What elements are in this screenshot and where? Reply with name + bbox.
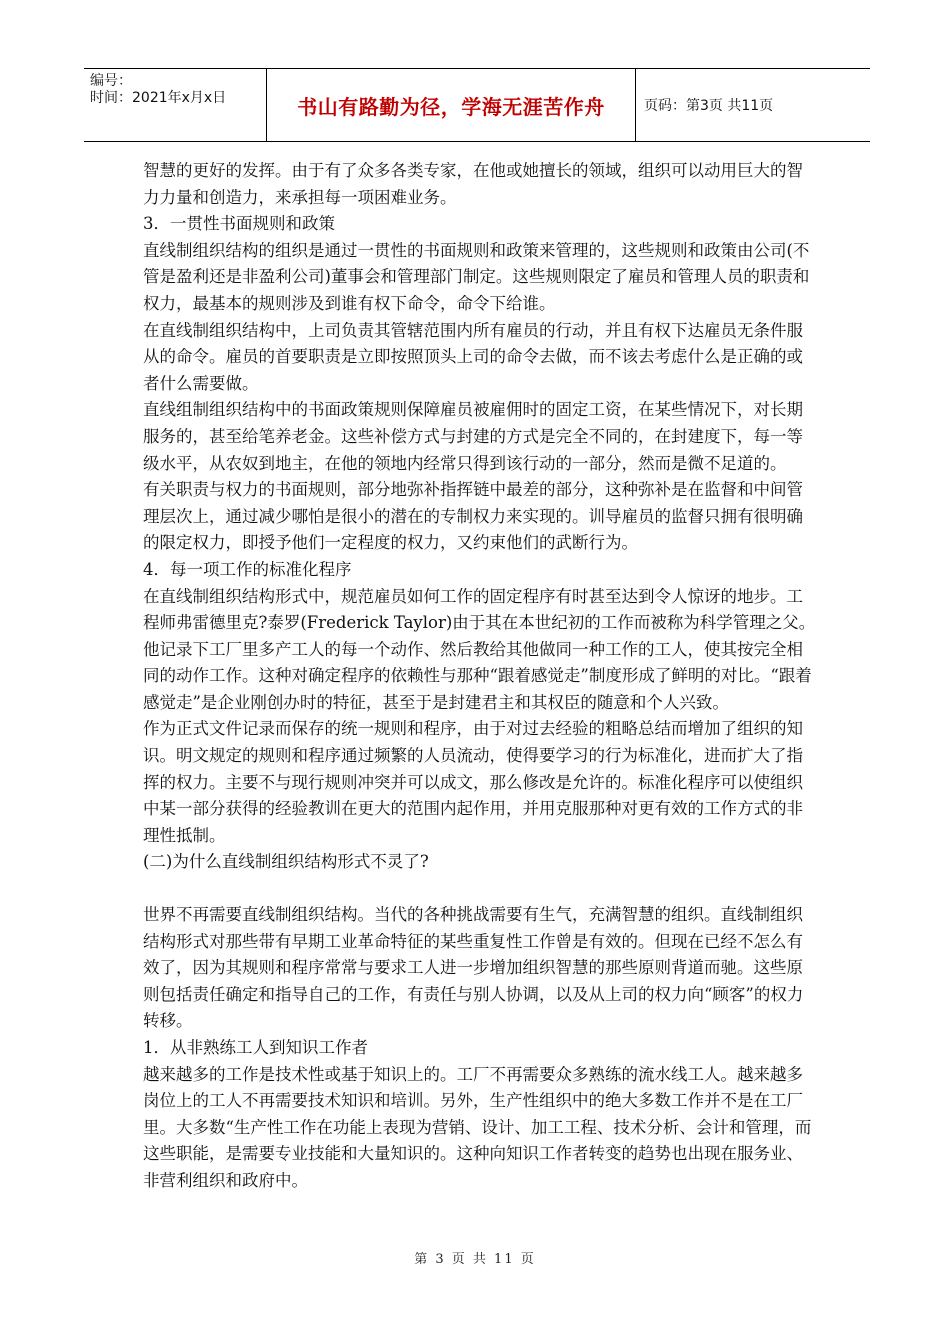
header-page-info: 页码：第3页 共11页 — [644, 98, 774, 114]
paragraph: 直线组制组织结构中的书面政策规则保障雇员被雇佣时的固定工资，在某些情况下，对长期服务的，甚至给笔养老金。这些补偿方式与封建的方式是完全不同的，在封建度下，每一等级水平，从农奴到地主，在他的领地内经常只得到该行动的一部分，然而是微不足道的。 — [143, 400, 803, 473]
page-header — [84, 68, 870, 142]
paragraph: 智慧的更好的发挥。由于有了众多各类专家，在他或她擅长的领域，组织可以动用巨大的智力力量和创造力，来承担每一项困难业务。 — [143, 161, 803, 207]
section-heading: (二)为什么直线制组织结构形式不灵了? — [143, 852, 429, 872]
header-motto-cell — [266, 69, 635, 141]
header-page-info-cell — [635, 69, 870, 141]
section-heading: 4．每一项工作的标准化程序 — [143, 559, 352, 579]
paragraph: 直线制组织结构的组织是通过一贯性的书面规则和政策来管理的，这些规则和政策由公司(不管是盈利还是非盈利公司)董事会和管理部门制定。这些规则限定了雇员和管理人员的职责和权力，最基本的规则涉及到谁有权下命令，命令下给谁。 — [143, 240, 810, 313]
section-heading: 1．从非熟练工人到知识工作者 — [143, 1038, 368, 1057]
paragraph: 有关职责与权力的书面规则，部分地弥补指挥链中最差的部分，这种弥补是在监督和中间管理层次上，通过减少哪怕是很小的潜在的专制权力来实现的。训导雇员的监督只拥有很明确的限定权力，即授予他们一定程度的权力，又约束他们的武断行为。 — [143, 480, 803, 553]
document-body — [143, 158, 819, 1195]
header-motto: 书山有路勤为径，学海无涯苦作舟 — [297, 94, 605, 119]
page-footer: 第 3 页 共 11 页 — [414, 1252, 536, 1267]
section-heading: 3．一贯性书面规则和政策 — [143, 214, 335, 234]
paragraph: 世界不再需要直线制组织结构。当代的各种挑战需要有生气，充满智慧的组织。直线制组织结构形式对那些带有早期工业革命特征的某些重复性工作曾是有效的。但现在已经不怎么有效了，因为其规则和程序常常与要求工人进一步增加组织智慧的那些原则背道而驰。这些原则包括责任确定和指导自己的工作，有责任与别人协调，以及从上司的权力向“顾客”的权力转移。 — [143, 905, 804, 1031]
header-left-cell — [84, 69, 266, 141]
paragraph: 在直线制组织结构中，上司负责其管辖范围内所有雇员的行动，并且有权下达雇员无条件服从的命令。雇员的首要职责是立即按照顶头上司的命令去做，而不该去考虑什么是正确的或者什么需要做。 — [143, 320, 803, 393]
document-number-label: 编号： — [90, 73, 132, 89]
blank-line — [143, 876, 819, 902]
paragraph: 越来越多的工作是技术性或基于知识上的。工厂不再需要众多熟练的流水线工人。越来越多岗位上的工人不再需要技术知识和培训。另外，生产性组织中的绝大多数工作并不是在工厂里。大多数“生产性工作在功能上表现为营销、设计、加工工程、技术分析、会计和管理，而这些职能，是需要专业技能和大量知识的。这种向知识工作者转变的趋势也出现在服务业、非营利组织和政府中。 — [143, 1064, 812, 1190]
paragraph: 在直线制组织结构形式中，规范雇员如何工作的固定程序有时甚至达到令人惊讶的地步。工程师弗雷德里克?泰罗(Frederick Taylor)由于其在本世纪初的工作而被称为科学管理之父。他记录下工厂里多产工人的每一个动作、然后教给其他做同一种工作的工人，使其按完全相同的动作工作。这种对确定程序的依赖性与那种“跟着感觉走”制度形成了鲜明的对比。“跟着感觉走”是企业刚创办时的特征，甚至于是封建君主和其权臣的随意和个人兴致。 — [143, 586, 816, 712]
paragraph: 作为正式文件记录而保存的统一规则和程序，由于对过去经验的粗略总结而增加了组织的知识。明文规定的规则和程序通过频繁的人员流动，使得要学习的行为标准化，进而扩大了指挥的权力。主要不与现行规则冲突并可以成文，那么修改是允许的。标准化程序可以使组织中某一部分获得的经验教训在更大的范围内起作用，并用克服那种对更有效的工作方式的非理性抵制。 — [143, 719, 803, 845]
document-date-label: 时间：2021年x月x日 — [90, 90, 227, 106]
